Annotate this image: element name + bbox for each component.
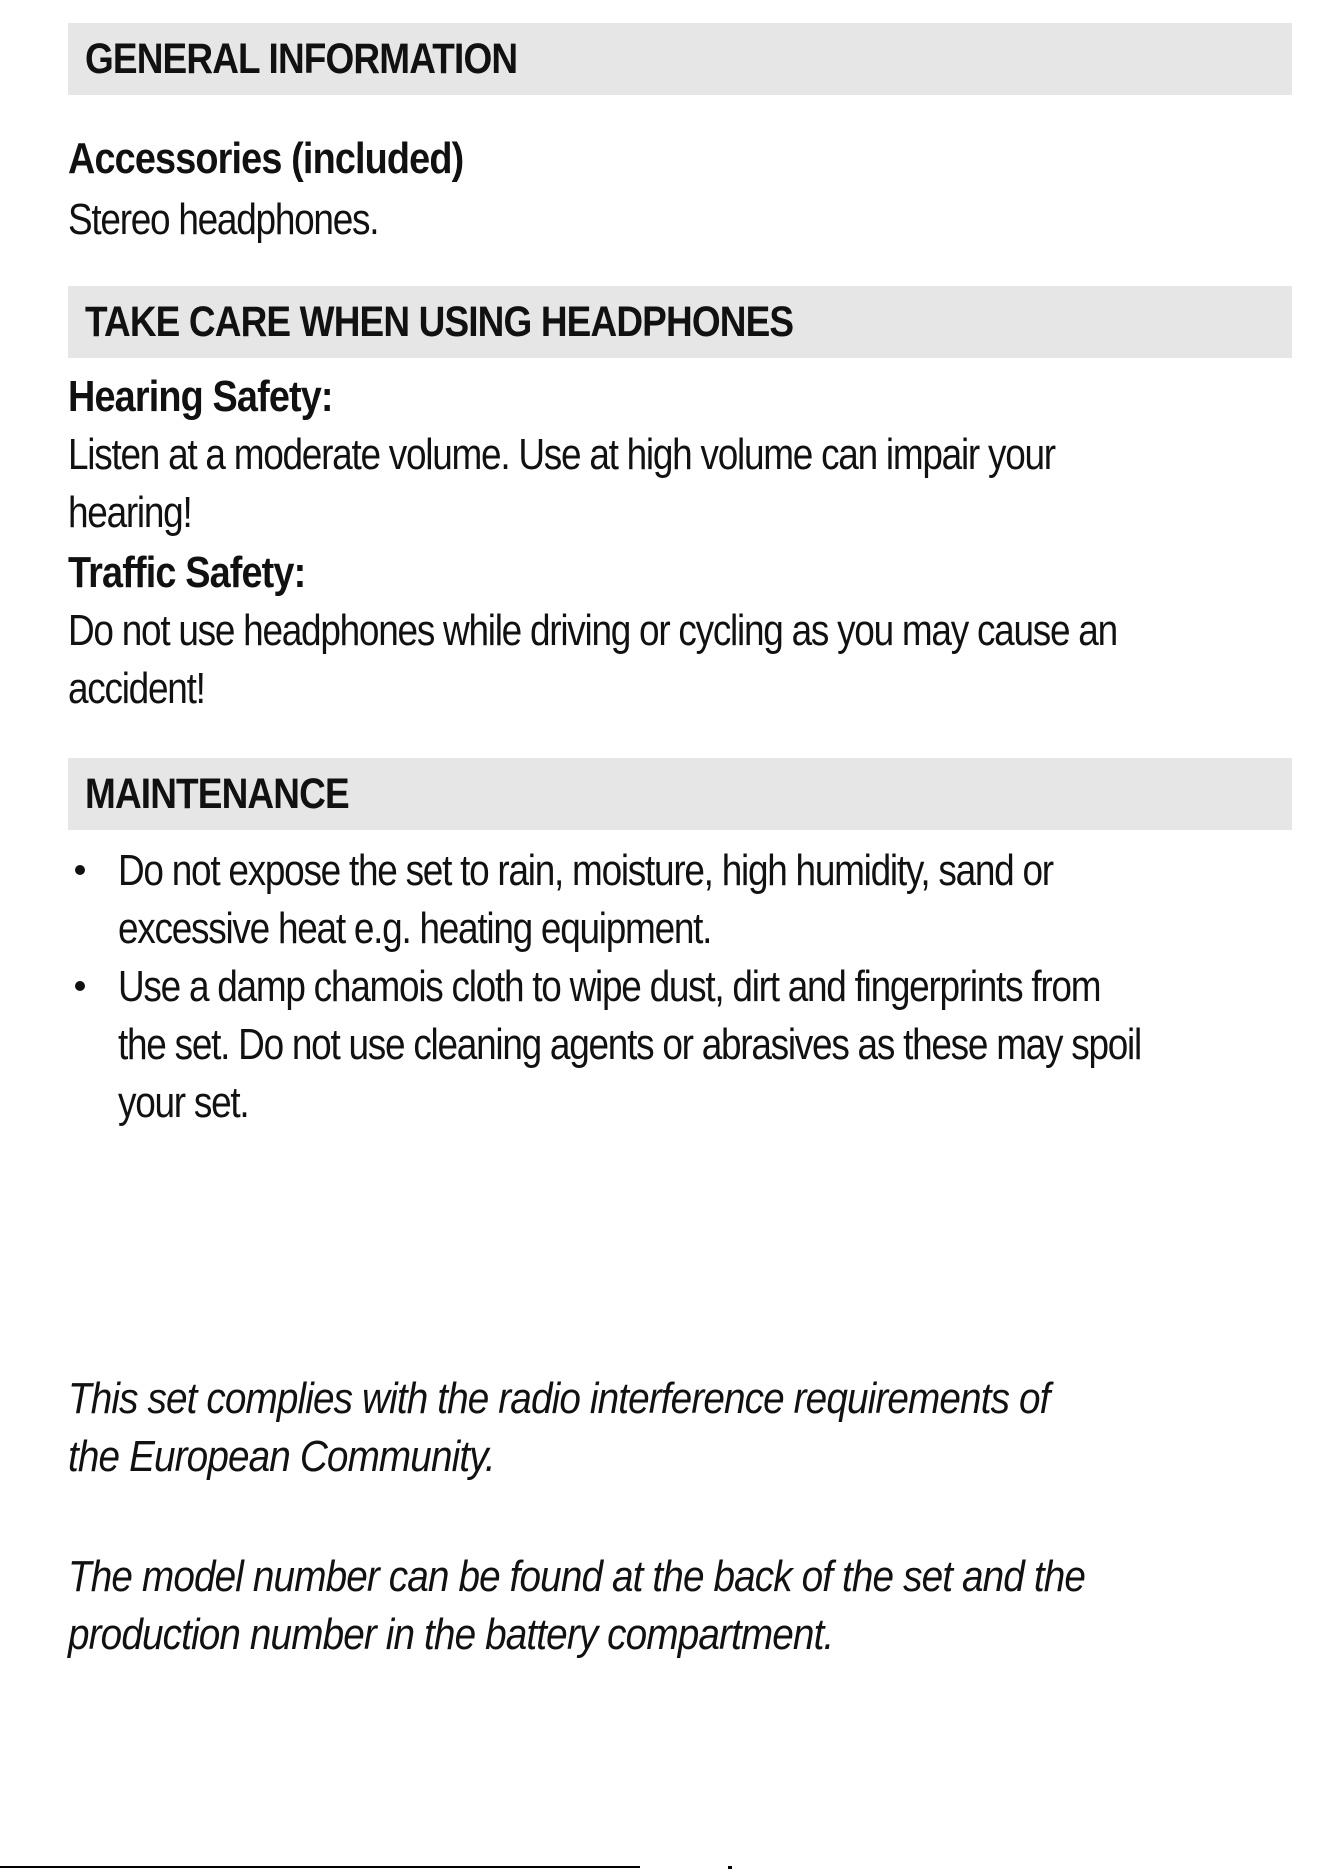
model-number-notice-line-1: The model number can be found at the back of the set and the: [68, 1552, 1086, 1601]
footer-mark: [728, 1866, 732, 1869]
section-header-general-information: [68, 23, 1292, 95]
traffic-safety-line-1: Do not use headphones while driving or cycling as you may cause an: [68, 606, 1117, 655]
hearing-safety-line-1: Listen at a moderate volume. Use at high volume can impair your: [68, 430, 1055, 479]
traffic-safety-line-2: accident!: [68, 664, 205, 713]
hearing-safety-line-2: hearing!: [68, 488, 192, 537]
compliance-notice-line-2: the European Community.: [68, 1432, 495, 1481]
section-heading: TAKE CARE WHEN USING HEADPHONES: [85, 297, 794, 346]
footer-divider: [0, 1866, 640, 1868]
bullet-icon: [75, 981, 85, 991]
bullet-icon: [75, 865, 85, 875]
compliance-notice-line-1: This set complies with the radio interference requirements of: [68, 1374, 1050, 1423]
accessories-text: Stereo headphones.: [68, 195, 379, 244]
traffic-safety-heading: Traffic Safety:: [68, 548, 306, 597]
list-item: [68, 842, 1323, 958]
list-item-line: your set.: [118, 1078, 249, 1127]
section-header-headphones: [68, 286, 1292, 358]
list-item-line: the set. Do not use cleaning agents or abrasives as these may spoil: [118, 1020, 1141, 1069]
list-item-line: Use a damp chamois cloth to wipe dust, dirt and fingerprints from: [118, 962, 1101, 1011]
maintenance-list: [68, 842, 1323, 1132]
section-header-maintenance: [68, 758, 1292, 830]
hearing-safety-heading: Hearing Safety:: [68, 372, 333, 421]
list-item-line: Do not expose the set to rain, moisture, high humidity, sand or: [118, 846, 1053, 895]
section-heading: MAINTENANCE: [85, 769, 349, 818]
model-number-notice-line-2: production number in the battery compartment.: [68, 1610, 834, 1659]
section-heading: GENERAL INFORMATION: [85, 34, 518, 83]
list-item-line: excessive heat e.g. heating equipment.: [118, 904, 712, 953]
accessories-heading: Accessories (included): [68, 134, 464, 183]
list-item: [68, 958, 1323, 1132]
